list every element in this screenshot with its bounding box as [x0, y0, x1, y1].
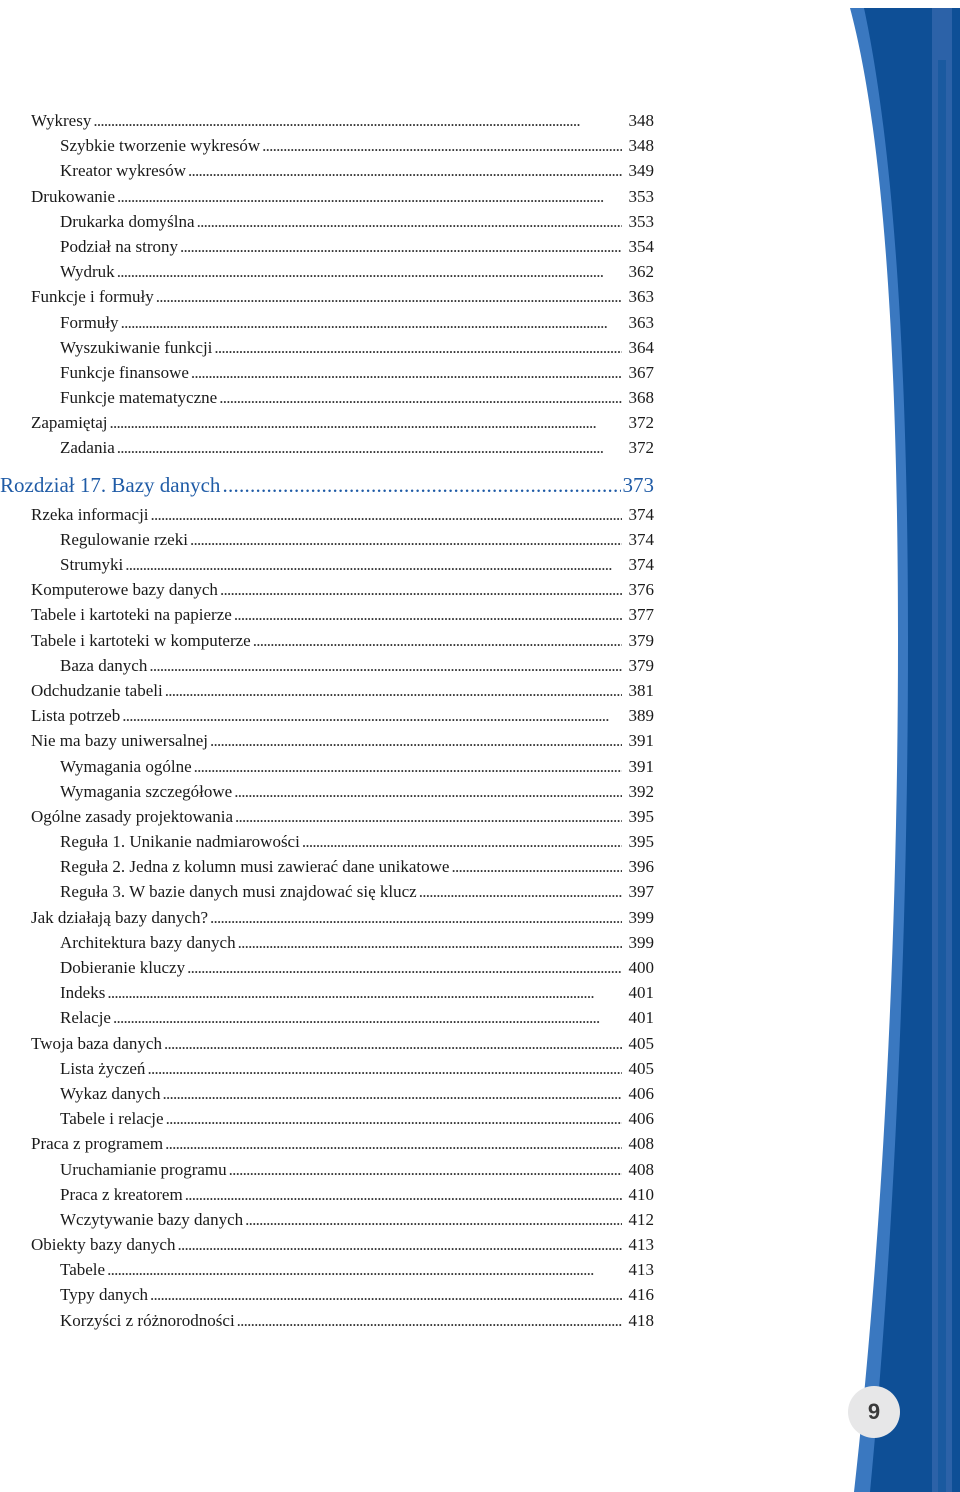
toc-entry-title: Praca z programem	[31, 1134, 164, 1154]
toc-entry-page: 372	[628, 413, 654, 433]
toc-entry	[31, 854, 654, 879]
toc-entry-page: 405	[628, 1033, 654, 1053]
dot-leader	[194, 754, 622, 779]
toc-entry-page: 396	[628, 857, 654, 877]
toc-entry-page: 379	[628, 655, 654, 675]
chapter-heading	[0, 469, 654, 502]
toc-entry	[31, 209, 654, 234]
toc-entry-page: 368	[628, 388, 654, 408]
toc-entry-page: 413	[628, 1260, 654, 1280]
table-of-contents	[0, 108, 654, 1333]
toc-entry-title: Drukarka domyślna	[60, 211, 195, 231]
toc-entry	[31, 602, 654, 627]
toc-entry-title: Twoja baza danych	[31, 1033, 162, 1053]
toc-entry	[31, 1182, 654, 1207]
toc-entry-page: 379	[628, 630, 654, 650]
toc-entry-title: Tabele i kartoteki w komputerze	[31, 630, 251, 650]
dot-leader	[235, 804, 622, 829]
dot-leader	[302, 829, 622, 854]
dot-leader	[219, 385, 622, 410]
dot-leader	[156, 284, 622, 309]
toc-entry-title: Reguła 2. Jedna z kolumn musi zawierać dane unikatowe	[60, 857, 450, 877]
toc-entry-page: 374	[628, 529, 654, 549]
toc-entry	[31, 234, 654, 259]
toc-entry-page: 413	[628, 1235, 654, 1255]
toc-entry-title: Funkcje i formuły	[31, 287, 154, 307]
toc-entry-title: Wykresy	[31, 111, 92, 130]
toc-entry	[31, 435, 654, 460]
toc-entry-page: 374	[628, 555, 654, 574]
toc-entry	[31, 259, 654, 284]
toc-entry-title: Tabele i relacje	[60, 1109, 164, 1129]
dot-leader	[222, 469, 620, 502]
toc-entry-page: 410	[628, 1184, 654, 1204]
dot-leader	[214, 335, 622, 360]
toc-entry	[31, 703, 654, 728]
toc-entry-page: 408	[628, 1134, 654, 1154]
toc-entry-title: Podział na strony	[60, 236, 179, 256]
toc-entry	[31, 1232, 654, 1257]
dot-leader	[162, 1081, 622, 1106]
decorative-blue-band	[820, 0, 960, 1492]
toc-entry	[31, 653, 654, 678]
dot-leader	[234, 779, 622, 804]
dot-leader	[191, 360, 622, 385]
toc-entry	[31, 678, 654, 703]
toc-entry	[31, 1131, 654, 1156]
dot-leader	[125, 552, 622, 577]
toc-entry-page: 401	[628, 1008, 654, 1028]
toc-entry	[31, 1106, 654, 1131]
dot-leader	[229, 1157, 622, 1182]
toc-entry-title: Kreator wykresów	[60, 161, 187, 181]
toc-entry	[31, 577, 654, 602]
dot-leader	[93, 108, 622, 133]
toc-entry-title: Reguła 1. Unikanie nadmiarowości	[60, 832, 300, 852]
dot-leader	[197, 209, 622, 234]
toc-entry-title: Relacje	[60, 1008, 111, 1028]
dot-leader	[253, 628, 622, 653]
dot-leader	[117, 184, 622, 209]
dot-leader	[451, 854, 622, 879]
toc-entry-title: Drukowanie	[31, 186, 116, 206]
toc-entry-title: Rzeka informacji	[31, 504, 149, 524]
dot-leader	[237, 1308, 622, 1333]
toc-entry-title: Wyszukiwanie funkcji	[60, 337, 213, 357]
toc-entry-page: 405	[628, 1058, 654, 1078]
toc-entry	[31, 158, 654, 183]
toc-entry-page: 392	[628, 781, 654, 801]
toc-entry	[31, 804, 654, 829]
toc-entry-page: 354	[628, 236, 654, 256]
dot-leader	[109, 410, 622, 435]
toc-entry-title: Regulowanie rzeki	[60, 529, 188, 549]
toc-entry	[31, 955, 654, 980]
toc-entry	[31, 829, 654, 854]
toc-entry-title: Reguła 3. W bazie danych musi znajdować się klucz	[60, 882, 417, 902]
toc-entry	[31, 905, 654, 930]
dot-leader	[149, 653, 622, 678]
toc-entry	[31, 1081, 654, 1106]
toc-entry	[31, 754, 654, 779]
toc-entry	[31, 1005, 654, 1030]
toc-entry	[31, 1257, 654, 1282]
toc-entry	[31, 628, 654, 653]
toc-entry-title: Wymagania szczegółowe	[60, 781, 233, 801]
toc-entry	[31, 930, 654, 955]
dot-leader	[113, 1005, 622, 1030]
toc-entry	[31, 502, 654, 527]
toc-entry-page: 367	[628, 362, 654, 382]
toc-entry-page: 372	[628, 438, 654, 458]
toc-entry	[31, 1031, 654, 1056]
toc-entry	[31, 360, 654, 385]
toc-entry-title: Strumyki	[60, 555, 124, 574]
dot-leader	[187, 955, 622, 980]
toc-entry-page: 418	[628, 1310, 654, 1330]
dot-leader	[117, 435, 622, 460]
toc-entry	[31, 552, 654, 577]
dot-leader	[234, 602, 622, 627]
toc-entry	[31, 1282, 654, 1307]
dot-leader	[107, 980, 622, 1005]
toc-entry-page: 391	[628, 731, 654, 751]
toc-entry-page: 395	[628, 832, 654, 852]
toc-entry-page: 353	[628, 211, 654, 231]
toc-entry-page: 373	[622, 472, 654, 497]
toc-entry-page: 389	[628, 706, 654, 726]
toc-entry-title: Zapamiętaj	[31, 413, 108, 433]
dot-leader	[185, 1182, 622, 1207]
toc-entry	[31, 108, 654, 133]
dot-leader	[165, 1131, 622, 1156]
dot-leader	[151, 502, 622, 527]
toc-entry-page: 374	[628, 504, 654, 524]
dot-leader	[180, 234, 622, 259]
toc-entry-page: 397	[628, 882, 654, 902]
toc-entry-page: 408	[628, 1159, 654, 1179]
toc-entry	[31, 1056, 654, 1081]
toc-entry-title: Jak działają bazy danych?	[31, 907, 208, 927]
dot-leader	[238, 930, 622, 955]
toc-entry-title: Uruchamianie programu	[60, 1159, 227, 1179]
toc-entry	[31, 980, 654, 1005]
toc-entry-title: Indeks	[60, 983, 106, 1003]
toc-entry-page: 391	[628, 756, 654, 776]
toc-entry-title: Wykaz danych	[60, 1083, 161, 1103]
toc-entry	[31, 728, 654, 753]
band-stripe-dark	[938, 60, 946, 1492]
toc-entry-title: Lista potrzeb	[31, 706, 121, 726]
dot-leader	[188, 158, 622, 183]
toc-entry	[31, 1308, 654, 1333]
toc-entry-title: Zadania	[60, 438, 115, 458]
dot-leader	[165, 678, 622, 703]
dot-leader	[150, 1282, 622, 1307]
toc-entry-title: Wymagania ogólne	[60, 756, 192, 776]
dot-leader	[262, 133, 622, 158]
toc-entry-page: 401	[628, 983, 654, 1003]
dot-leader	[419, 879, 622, 904]
toc-entry	[31, 385, 654, 410]
toc-entry-title: Nie ma bazy uniwersalnej	[31, 731, 209, 751]
dot-leader	[122, 703, 622, 728]
dot-leader	[190, 527, 622, 552]
toc-entry-page: 381	[628, 680, 654, 700]
toc-entry-page: 395	[628, 806, 654, 826]
toc-entry-page: 377	[628, 605, 654, 625]
toc-entry-title: Funkcje finansowe	[60, 362, 189, 382]
toc-entry-page: 364	[628, 337, 654, 357]
toc-entry-title: Dobieranie kluczy	[60, 958, 186, 977]
toc-entry	[31, 410, 654, 435]
toc-entry	[31, 184, 654, 209]
toc-entry	[31, 779, 654, 804]
dot-leader	[210, 905, 622, 930]
toc-entry	[31, 335, 654, 360]
toc-entry-title: Odchudzanie tabeli	[31, 680, 163, 700]
dot-leader	[117, 259, 622, 284]
toc-entry-page: 353	[628, 186, 654, 206]
toc-entry-page: 376	[628, 580, 654, 600]
toc-entry-title: Wczytywanie bazy danych	[60, 1209, 244, 1229]
dot-leader	[107, 1257, 622, 1282]
toc-entry-page: 399	[628, 907, 654, 927]
toc-entry-title: Praca z kreatorem	[60, 1184, 183, 1204]
toc-entry-title: Architektura bazy danych	[60, 932, 236, 952]
toc-entry-title: Tabele i kartoteki na papierze	[31, 605, 232, 625]
toc-entry	[31, 1157, 654, 1182]
toc-entry-page: 362	[628, 262, 654, 282]
dot-leader	[210, 728, 622, 753]
toc-entry-title: Typy danych	[60, 1285, 149, 1305]
dot-leader	[147, 1056, 622, 1081]
dot-leader	[245, 1207, 622, 1232]
toc-entry-title: Obiekty bazy danych	[31, 1235, 176, 1255]
toc-entry-page: 348	[628, 136, 654, 156]
toc-entry-title: Tabele	[60, 1260, 106, 1280]
toc-entry-title: Szybkie tworzenie wykresów	[60, 136, 261, 156]
dot-leader	[164, 1031, 622, 1056]
toc-entry-title: Korzyści z różnorodności	[60, 1310, 235, 1330]
toc-entry-page: 349	[628, 161, 654, 181]
toc-entry-title: Wydruk	[60, 262, 115, 282]
toc-entry-page: 416	[628, 1285, 654, 1305]
toc-entry-page: 406	[628, 1083, 654, 1103]
toc-entry-page: 399	[628, 932, 654, 952]
page-number-badge: 9	[848, 1386, 900, 1438]
toc-entry-page: 348	[628, 111, 654, 130]
toc-entry	[31, 1207, 654, 1232]
toc-entry	[31, 133, 654, 158]
toc-entry-title: Formuły	[60, 312, 119, 332]
toc-entry	[31, 527, 654, 552]
toc-entry-title: Rozdział 17. Bazy danych	[0, 472, 221, 497]
toc-entry-page: 412	[628, 1209, 654, 1229]
dot-leader	[177, 1232, 622, 1257]
toc-entry-title: Komputerowe bazy danych	[31, 580, 218, 600]
toc-entry-title: Ogólne zasady projektowania	[31, 806, 234, 826]
toc-entry-page: 363	[628, 312, 654, 332]
toc-entry-page: 406	[628, 1109, 654, 1129]
toc-entry-title: Funkcje matematyczne	[60, 388, 218, 408]
dot-leader	[121, 310, 622, 335]
toc-entry	[31, 284, 654, 309]
toc-entry-title: Lista życzeń	[60, 1058, 146, 1078]
toc-entry	[31, 879, 654, 904]
dot-leader	[220, 577, 622, 602]
toc-entry-page: 363	[628, 287, 654, 307]
dot-leader	[166, 1106, 622, 1131]
toc-entry-page: 400	[628, 958, 654, 977]
toc-entry	[31, 310, 654, 335]
toc-entry-title: Baza danych	[60, 655, 148, 675]
